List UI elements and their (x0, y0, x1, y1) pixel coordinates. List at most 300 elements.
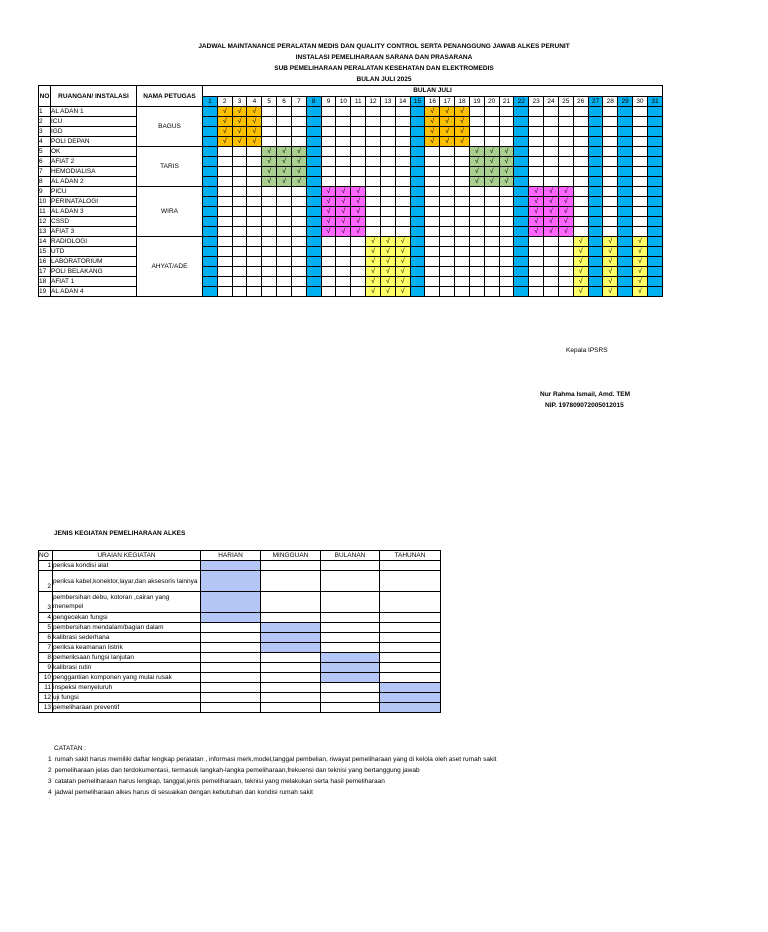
freq-mingguan-cell (261, 693, 321, 703)
signature-name: Nur Rahma Ismail, Amd. TEM (540, 391, 631, 398)
day-cell (410, 127, 425, 137)
check-cell: √ (336, 217, 351, 227)
check-cell: √ (291, 157, 306, 167)
day-cell (351, 167, 366, 177)
day-cell (306, 277, 321, 287)
day-cell (395, 157, 410, 167)
header-ruangan: RUANGAN/ INSTALASI (51, 86, 137, 107)
day-cell (647, 127, 662, 137)
check-cell: √ (484, 177, 499, 187)
check-cell: √ (321, 187, 336, 197)
day-cell (366, 197, 381, 207)
kegiatan-row (39, 673, 441, 683)
day-cell (351, 107, 366, 117)
room-name: HEMODIALISA (51, 167, 137, 177)
day-cell (603, 227, 618, 237)
room-name: CSSD (51, 217, 137, 227)
note-number: 4 (48, 789, 52, 796)
day-cell (380, 137, 395, 147)
day-cell (558, 157, 573, 167)
check-cell: √ (321, 197, 336, 207)
day-cell (366, 187, 381, 197)
day-cell (203, 157, 218, 167)
day-cell (336, 157, 351, 167)
check-cell: √ (425, 137, 440, 147)
check-cell: √ (544, 197, 559, 207)
day-cell (351, 257, 366, 267)
day-cell (203, 177, 218, 187)
day-cell (603, 167, 618, 177)
day-cell (336, 117, 351, 127)
day-cell (633, 187, 648, 197)
day-cell (440, 157, 455, 167)
check-cell: √ (544, 227, 559, 237)
row-number: 9 (39, 187, 51, 197)
day-cell (633, 127, 648, 137)
check-cell: √ (469, 147, 484, 157)
day-cell (499, 127, 514, 137)
kegiatan-no: 8 (39, 653, 53, 663)
room-name: PICU (51, 187, 137, 197)
day-cell (529, 267, 544, 277)
day-cell (573, 157, 588, 167)
day-cell (336, 177, 351, 187)
day-header: 12 (366, 96, 381, 107)
day-cell (573, 217, 588, 227)
kegiatan-header-no: NO (39, 551, 53, 561)
day-cell (395, 177, 410, 187)
day-cell (262, 227, 277, 237)
day-cell (514, 287, 529, 297)
freq-tahunan-cell (380, 703, 441, 713)
freq-tahunan-cell (380, 673, 441, 683)
day-cell (217, 147, 232, 157)
day-cell (262, 207, 277, 217)
day-cell (529, 107, 544, 117)
kegiatan-text: pengecekan fungsi (53, 613, 201, 623)
check-cell: √ (603, 257, 618, 267)
kegiatan-row (39, 633, 441, 643)
day-cell (588, 247, 603, 257)
check-cell: √ (277, 167, 292, 177)
day-cell (410, 207, 425, 217)
day-cell (529, 257, 544, 267)
day-cell (217, 267, 232, 277)
day-cell (588, 197, 603, 207)
day-cell (514, 127, 529, 137)
day-cell (306, 197, 321, 207)
day-cell (291, 197, 306, 207)
day-cell (232, 257, 247, 267)
kegiatan-no: 6 (39, 633, 53, 643)
day-cell (306, 167, 321, 177)
check-cell: √ (395, 237, 410, 247)
kegiatan-text: pembersihan mendalam/bagian dalam (53, 623, 201, 633)
kegiatan-no: 13 (39, 703, 53, 713)
day-cell (247, 257, 262, 267)
day-header: 22 (514, 96, 529, 107)
day-cell (573, 117, 588, 127)
kegiatan-header-mingguan: MINGGUAN (261, 551, 321, 561)
day-cell (203, 127, 218, 137)
day-cell (484, 117, 499, 127)
day-cell (306, 217, 321, 227)
day-cell (514, 147, 529, 157)
day-cell (203, 187, 218, 197)
day-cell (544, 277, 559, 287)
day-cell (588, 117, 603, 127)
check-cell: √ (603, 247, 618, 257)
day-cell (262, 287, 277, 297)
day-cell (351, 127, 366, 137)
day-cell (425, 217, 440, 227)
day-cell (306, 127, 321, 137)
check-cell: √ (395, 267, 410, 277)
check-cell: √ (455, 127, 470, 137)
day-cell (203, 227, 218, 237)
day-header: 5 (262, 96, 277, 107)
day-cell (514, 157, 529, 167)
check-cell: √ (232, 137, 247, 147)
day-cell (232, 187, 247, 197)
check-cell: √ (499, 157, 514, 167)
day-cell (573, 107, 588, 117)
day-cell (455, 277, 470, 287)
day-cell (380, 167, 395, 177)
day-cell (306, 207, 321, 217)
day-cell (633, 207, 648, 217)
freq-harian-cell (201, 623, 261, 633)
check-cell: √ (529, 227, 544, 237)
day-cell (440, 147, 455, 157)
check-cell: √ (558, 207, 573, 217)
freq-mingguan-cell (261, 653, 321, 663)
day-cell (321, 137, 336, 147)
day-cell (217, 277, 232, 287)
day-cell (336, 257, 351, 267)
day-cell (588, 167, 603, 177)
check-cell: √ (484, 157, 499, 167)
day-cell (618, 207, 633, 217)
day-cell (425, 157, 440, 167)
day-cell (380, 117, 395, 127)
day-cell (336, 137, 351, 147)
row-number: 14 (39, 237, 51, 247)
title-line-2: INSTALASI PEMELIHARAAN SARANA DAN PRASARANA (295, 54, 473, 61)
day-cell (440, 227, 455, 237)
day-cell (514, 257, 529, 267)
check-cell: √ (573, 277, 588, 287)
day-cell (217, 227, 232, 237)
freq-harian-cell (201, 613, 261, 623)
room-name: IGD (51, 127, 137, 137)
check-cell: √ (499, 167, 514, 177)
day-cell (232, 277, 247, 287)
day-cell (410, 107, 425, 117)
day-cell (469, 257, 484, 267)
day-cell (558, 137, 573, 147)
day-cell (440, 167, 455, 177)
day-cell (410, 227, 425, 237)
day-cell (291, 267, 306, 277)
day-cell (455, 267, 470, 277)
check-cell: √ (366, 257, 381, 267)
freq-harian-cell (201, 673, 261, 683)
day-cell (455, 247, 470, 257)
day-cell (514, 227, 529, 237)
day-cell (351, 247, 366, 257)
note-item (48, 765, 497, 776)
check-cell: √ (455, 107, 470, 117)
kegiatan-row (39, 561, 441, 571)
freq-bulanan-cell (321, 613, 380, 623)
kegiatan-text: pemeriksaan fungsi lanjutan (53, 653, 201, 663)
day-header: 4 (247, 96, 262, 107)
day-cell (277, 257, 292, 267)
day-cell (544, 157, 559, 167)
day-cell (380, 127, 395, 137)
check-cell: √ (277, 147, 292, 157)
freq-harian-cell (201, 703, 261, 713)
day-cell (291, 237, 306, 247)
check-cell: √ (395, 257, 410, 267)
check-cell: √ (395, 247, 410, 257)
day-cell (558, 177, 573, 187)
check-cell: √ (529, 197, 544, 207)
day-cell (291, 117, 306, 127)
day-cell (217, 177, 232, 187)
note-item (48, 787, 497, 798)
day-cell (647, 277, 662, 287)
day-cell (514, 217, 529, 227)
schedule-row (39, 157, 663, 167)
day-cell (618, 177, 633, 187)
day-cell (262, 187, 277, 197)
day-cell (321, 167, 336, 177)
day-cell (633, 107, 648, 117)
day-cell (647, 167, 662, 177)
schedule-row (39, 277, 663, 287)
room-name: AL ADAN 1 (51, 107, 137, 117)
day-cell (247, 237, 262, 247)
day-cell (455, 207, 470, 217)
day-cell (529, 137, 544, 147)
day-cell (603, 187, 618, 197)
row-number: 13 (39, 227, 51, 237)
check-cell: √ (425, 107, 440, 117)
check-cell: √ (336, 207, 351, 217)
day-cell (217, 187, 232, 197)
day-cell (440, 217, 455, 227)
room-name: LABORATORIUM (51, 257, 137, 267)
check-cell: √ (455, 137, 470, 147)
day-cell (484, 257, 499, 267)
day-cell (366, 217, 381, 227)
freq-tahunan-cell (380, 643, 441, 653)
day-cell (499, 197, 514, 207)
day-cell (425, 237, 440, 247)
day-cell (336, 127, 351, 137)
day-cell (262, 127, 277, 137)
day-cell (425, 287, 440, 297)
check-cell: √ (232, 117, 247, 127)
day-cell (425, 207, 440, 217)
day-cell (321, 287, 336, 297)
day-cell (544, 257, 559, 267)
day-cell (558, 287, 573, 297)
day-cell (603, 177, 618, 187)
check-cell: √ (366, 287, 381, 297)
day-cell (603, 157, 618, 167)
day-cell (321, 147, 336, 157)
day-cell (366, 127, 381, 137)
freq-bulanan-cell (321, 633, 380, 643)
day-cell (336, 237, 351, 247)
note-number: 2 (48, 767, 52, 774)
freq-harian-cell (201, 663, 261, 673)
day-cell (544, 267, 559, 277)
day-cell (469, 277, 484, 287)
day-cell (558, 107, 573, 117)
day-header: 31 (647, 96, 662, 107)
check-cell: √ (336, 187, 351, 197)
check-cell: √ (321, 207, 336, 217)
day-cell (633, 177, 648, 187)
day-header: 28 (603, 96, 618, 107)
check-cell: √ (351, 207, 366, 217)
day-cell (529, 147, 544, 157)
day-cell (395, 227, 410, 237)
check-cell: √ (232, 127, 247, 137)
day-cell (603, 107, 618, 117)
day-cell (529, 287, 544, 297)
row-number: 8 (39, 177, 51, 187)
day-cell (544, 127, 559, 137)
day-cell (410, 117, 425, 127)
day-cell (425, 187, 440, 197)
day-cell (484, 217, 499, 227)
day-cell (618, 167, 633, 177)
day-cell (395, 187, 410, 197)
day-cell (277, 277, 292, 287)
day-cell (203, 217, 218, 227)
day-header: 1 (203, 96, 218, 107)
check-cell: √ (395, 277, 410, 287)
day-cell (277, 267, 292, 277)
freq-tahunan-cell (380, 633, 441, 643)
schedule-header-row (39, 86, 663, 97)
day-cell (603, 207, 618, 217)
header-petugas: NAMA PETUGAS (137, 86, 203, 107)
day-cell (588, 267, 603, 277)
day-cell (647, 257, 662, 267)
day-cell (410, 287, 425, 297)
kegiatan-no: 4 (39, 613, 53, 623)
day-cell (455, 167, 470, 177)
day-cell (588, 157, 603, 167)
freq-mingguan-cell (261, 643, 321, 653)
day-cell (573, 187, 588, 197)
day-cell (529, 167, 544, 177)
check-cell: √ (291, 147, 306, 157)
check-cell: √ (351, 227, 366, 237)
day-cell (232, 237, 247, 247)
day-cell (380, 217, 395, 227)
day-cell (647, 107, 662, 117)
day-cell (588, 107, 603, 117)
day-cell (291, 187, 306, 197)
day-cell (247, 247, 262, 257)
schedule-row (39, 287, 663, 297)
day-cell (455, 217, 470, 227)
freq-mingguan-cell (261, 673, 321, 683)
day-cell (455, 187, 470, 197)
day-cell (232, 247, 247, 257)
day-cell (277, 197, 292, 207)
freq-mingguan-cell (261, 592, 321, 613)
day-cell (247, 177, 262, 187)
day-cell (647, 227, 662, 237)
signature-nip: NIP. 197809072005012015 (545, 402, 624, 409)
kegiatan-no: 11 (39, 683, 53, 693)
check-cell: √ (633, 237, 648, 247)
check-cell: √ (558, 227, 573, 237)
day-cell (425, 267, 440, 277)
day-cell (484, 237, 499, 247)
day-cell (633, 137, 648, 147)
day-cell (484, 187, 499, 197)
note-text: catatan pemeliharaan harus lengkap, tanggal,jenis pemeliharaan, teknisi yang melakukan serta hasil pemeliharaan (54, 778, 385, 785)
day-cell (351, 147, 366, 157)
day-cell (351, 157, 366, 167)
day-cell (499, 247, 514, 257)
day-cell (558, 237, 573, 247)
day-cell (232, 157, 247, 167)
freq-harian-cell (201, 653, 261, 663)
kegiatan-title: JENIS KEGIATAN PEMELIHARAAN ALKES (54, 530, 186, 537)
check-cell: √ (291, 167, 306, 177)
schedule-row (39, 187, 663, 197)
check-cell: √ (380, 287, 395, 297)
room-name: ICU (51, 117, 137, 127)
row-number: 10 (39, 197, 51, 207)
schedule-row (39, 237, 663, 247)
day-cell (291, 137, 306, 147)
day-cell (514, 137, 529, 147)
day-header: 30 (633, 96, 648, 107)
check-cell: √ (380, 267, 395, 277)
kegiatan-header-bulanan: BULANAN (321, 551, 380, 561)
freq-bulanan-cell (321, 663, 380, 673)
freq-mingguan-cell (261, 571, 321, 592)
freq-harian-cell (201, 561, 261, 571)
day-cell (366, 207, 381, 217)
day-header: 20 (484, 96, 499, 107)
freq-tahunan-cell (380, 623, 441, 633)
day-cell (558, 247, 573, 257)
check-cell: √ (544, 207, 559, 217)
day-cell (351, 117, 366, 127)
day-cell (321, 257, 336, 267)
day-cell (247, 197, 262, 207)
day-cell (366, 177, 381, 187)
day-header: 16 (425, 96, 440, 107)
day-cell (455, 147, 470, 157)
day-cell (633, 157, 648, 167)
room-name: RADIOLOGI (51, 237, 137, 247)
check-cell: √ (366, 247, 381, 257)
day-cell (425, 257, 440, 267)
